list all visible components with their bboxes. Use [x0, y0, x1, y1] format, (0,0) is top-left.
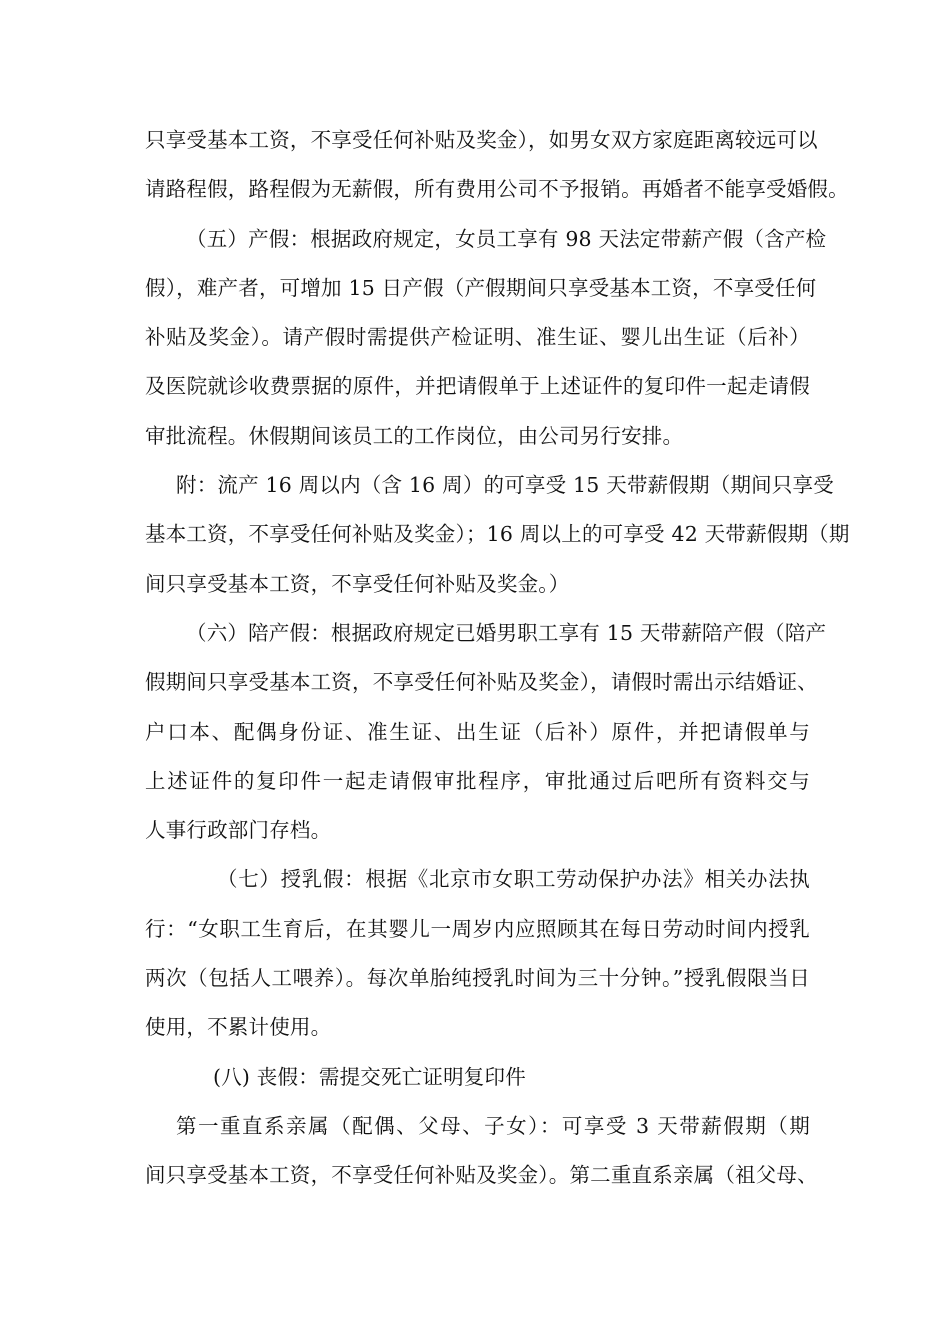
text-line: 户口本、配偶身份证、准生证、出生证（后补）原件，并把请假单与 — [145, 719, 810, 744]
text-line: 间只享受基本工资，不享受任何补贴及奖金。） — [145, 571, 570, 596]
text-line: 使用，不累计使用。 — [145, 1015, 332, 1040]
appendix-miscarriage: 附：流产 16 周以内（含 16 周）的可享受 15 天带薪假期（期间只享受 — [176, 473, 834, 498]
text-line: 审批流程。休假期间该员工的工作岗位，由公司另行安排。 — [145, 423, 684, 448]
document-body — [145, 121, 850, 1206]
text-line: 补贴及奖金）。请产假时需提供产检证明、准生证、婴儿出生证（后补） — [145, 325, 810, 350]
text-line: 间只享受基本工资，不享受任何补贴及奖金）。第二重直系亲属（祖父母、 — [145, 1163, 818, 1188]
text-line: 请路程假，路程假为无薪假，所有费用公司不予报销。再婚者不能享受婚假。 — [145, 177, 849, 202]
text-line: 行：“女职工生育后，在其婴儿一周岁内应照顾其在每日劳动时间内授乳 — [145, 916, 810, 941]
text-line: 假），难产者，可增加 15 日产假（产假期间只享受基本工资，不享受任何 — [145, 275, 817, 300]
text-line: 上述证件的复印件一起走请假审批程序，审批通过后吧所有资料交与 — [145, 768, 810, 793]
section-heading-bereavement-leave: (八) 丧假：需提交死亡证明复印件 — [213, 1064, 526, 1089]
text-line: 人事行政部门存档。 — [145, 818, 332, 843]
text-line: 第一重直系亲属（配偶、父母、子女）：可享受 3 天带薪假期（期 — [176, 1113, 810, 1138]
section-heading-maternity-leave: （五）产假：根据政府规定，女员工享有 98 天法定带薪产假（含产检 — [186, 226, 827, 251]
text-line: 基本工资，不享受任何补贴及奖金）；16 周以上的可享受 42 天带薪假期（期 — [145, 522, 850, 547]
text-line: 假期间只享受基本工资，不享受任何补贴及奖金），请假时需出示结婚证、 — [145, 670, 818, 695]
text-line: 只享受基本工资，不享受任何补贴及奖金），如男女双方家庭距离较远可以 — [145, 128, 818, 152]
section-heading-paternity-leave: （六）陪产假：根据政府规定已婚男职工享有 15 天带薪陪产假（陪产 — [186, 620, 827, 645]
text-line: 及医院就诊收费票据的原件，并把请假单于上述证件的复印件一起走请假 — [145, 374, 810, 399]
section-heading-nursing-leave: （七）授乳假：根据《北京市女职工劳动保护办法》相关办法执 — [217, 867, 810, 892]
text-line: 两次（包括人工喂养）。每次单胎纯授乳时间为三十分钟。”授乳假限当日 — [145, 966, 810, 991]
